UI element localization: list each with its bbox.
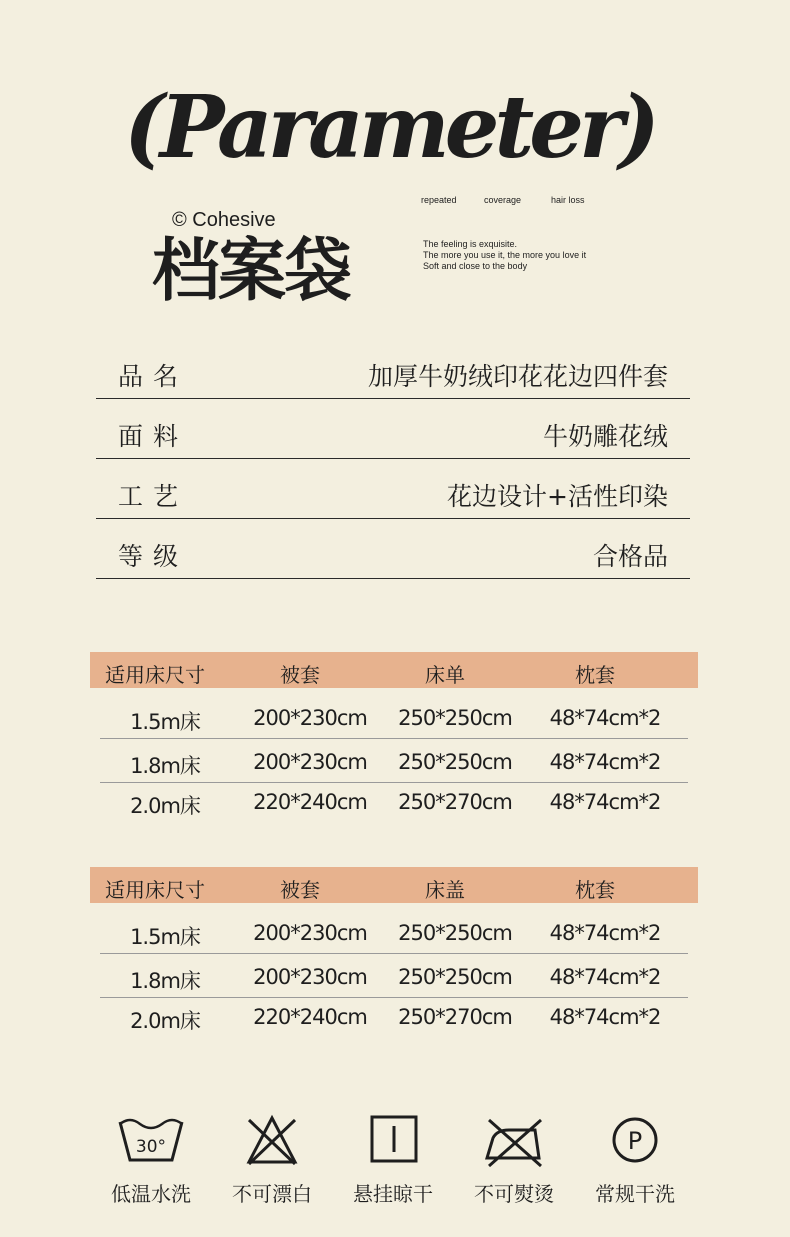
- chinese-title: 档案袋: [152, 232, 351, 311]
- care-label: 不可漂白: [232, 1182, 312, 1206]
- dry-clean-letter: P: [627, 1127, 643, 1155]
- param-row-craft: [96, 460, 690, 519]
- param-row-name: [96, 340, 690, 399]
- table-cell: 48*74cm*2: [549, 1005, 661, 1029]
- param-row-grade: [96, 520, 690, 579]
- table-cell: 200*230cm: [253, 750, 367, 774]
- care-label: 悬挂晾干: [353, 1182, 433, 1206]
- table-cell: 250*270cm: [398, 790, 512, 814]
- table-cell: 250*250cm: [398, 706, 512, 730]
- slogan: [423, 239, 586, 272]
- table-cell: 200*230cm: [253, 965, 367, 989]
- table-cell: 250*270cm: [398, 1005, 512, 1029]
- slogan-line: The feeling is exquisite.: [423, 239, 518, 249]
- table-cell: 220*240cm: [253, 1005, 367, 1029]
- care-label: 低温水洗: [111, 1182, 191, 1206]
- page-title: (Parameter): [124, 77, 655, 178]
- table-row: [100, 742, 688, 783]
- header-cell: 适用床尺寸: [105, 663, 205, 687]
- table-row: [100, 782, 688, 822]
- no-bleach-icon: [237, 1112, 307, 1168]
- no-iron-icon: [479, 1112, 549, 1168]
- care-label: 常规干洗: [595, 1182, 675, 1206]
- dry-clean-icon: [600, 1112, 670, 1168]
- param-value: 牛奶雕花绒: [542, 422, 668, 451]
- wash-30-icon: [116, 1112, 186, 1168]
- table-cell: 48*74cm*2: [549, 706, 661, 730]
- param-value: 合格品: [592, 542, 668, 571]
- header-cell: 枕套: [575, 878, 615, 902]
- table-row: [100, 997, 688, 1037]
- tag-coverage: coverage: [484, 195, 522, 205]
- table-row: [100, 913, 688, 954]
- care-no-bleach: [217, 1112, 327, 1207]
- slogan-line: Soft and close to the body: [423, 261, 528, 271]
- table-cell: 1.8m床: [130, 969, 200, 993]
- table-cell: 250*250cm: [398, 750, 512, 774]
- slogan-line: The more you use it, the more you love it: [423, 250, 587, 260]
- header-cell: 床单: [425, 663, 465, 687]
- header-cell: 适用床尺寸: [105, 878, 205, 902]
- table-cell: 2.0m床: [130, 1009, 200, 1033]
- table-cell: 250*250cm: [398, 965, 512, 989]
- tag-repeated: repeated: [421, 195, 457, 205]
- header-cell: 枕套: [575, 663, 615, 687]
- table-cell: 1.5m床: [130, 925, 200, 949]
- tag-hair-loss: hair loss: [551, 195, 585, 205]
- wash-temp-label: 30°: [135, 1137, 167, 1157]
- param-key: 品名: [118, 362, 189, 391]
- care-dry-clean: [580, 1112, 690, 1207]
- param-key: 等级: [118, 542, 189, 571]
- table-header: [90, 867, 698, 903]
- header-cell: 床盖: [425, 878, 465, 902]
- table-cell: 1.5m床: [130, 710, 200, 734]
- table-cell: 1.8m床: [130, 754, 200, 778]
- hang-dry-icon: [358, 1112, 428, 1168]
- care-low-temp-wash: [96, 1112, 206, 1207]
- table-cell: 250*250cm: [398, 921, 512, 945]
- param-key: 工艺: [118, 482, 189, 511]
- table-row: [100, 698, 688, 739]
- care-label: 不可熨烫: [474, 1182, 554, 1206]
- table-cell: 48*74cm*2: [549, 921, 661, 945]
- care-hang-dry: [338, 1112, 448, 1207]
- param-row-fabric: [96, 400, 690, 459]
- param-value: 花边设计+活性印染: [447, 482, 668, 511]
- table-cell: 48*74cm*2: [549, 750, 661, 774]
- table-cell: 48*74cm*2: [549, 790, 661, 814]
- table-cell: 200*230cm: [253, 706, 367, 730]
- brand-name: © Cohesive: [172, 209, 276, 231]
- table-cell: 48*74cm*2: [549, 965, 661, 989]
- table-cell: 200*230cm: [253, 921, 367, 945]
- header-cell: 被套: [280, 663, 320, 687]
- table-cell: 220*240cm: [253, 790, 367, 814]
- care-no-iron: [459, 1112, 569, 1207]
- param-value: 加厚牛奶绒印花花边四件套: [367, 362, 668, 391]
- table-header: [90, 652, 698, 688]
- param-key: 面料: [118, 422, 189, 451]
- header-cell: 被套: [280, 878, 320, 902]
- table-row: [100, 957, 688, 998]
- table-cell: 2.0m床: [130, 794, 200, 818]
